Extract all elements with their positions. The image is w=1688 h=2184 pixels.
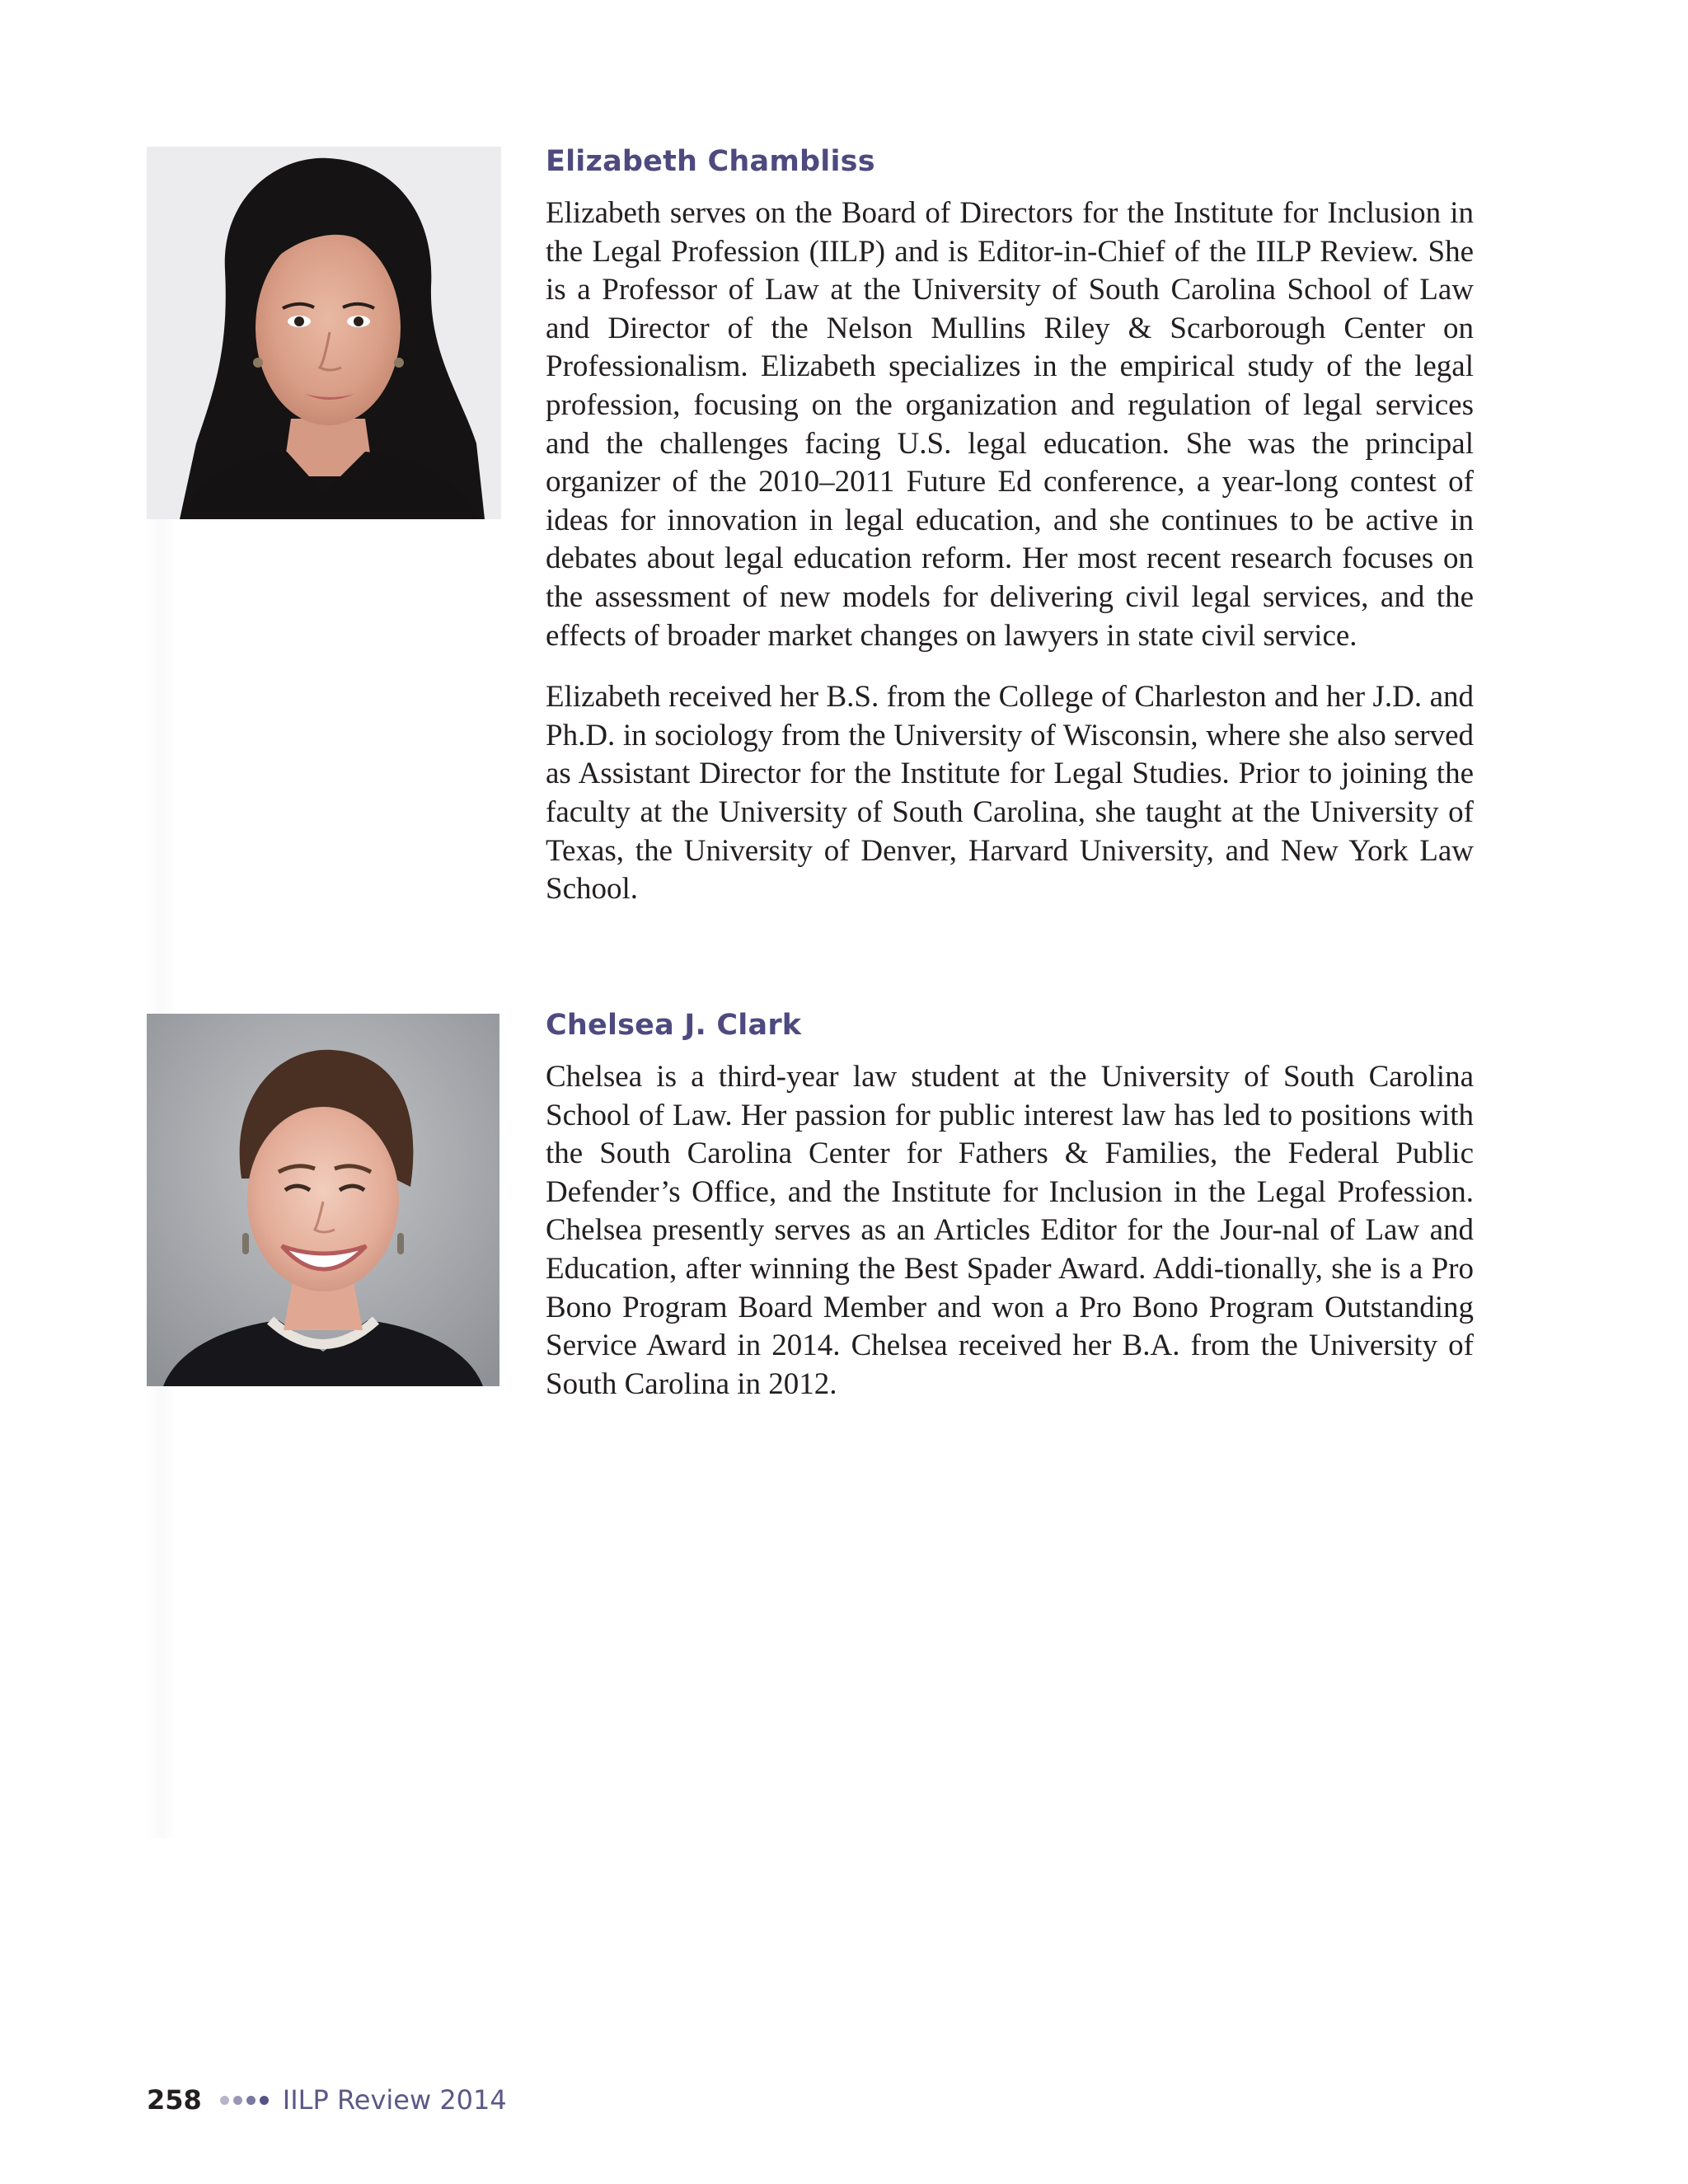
portrait-photo-chelsea-j-clark (147, 1014, 499, 1386)
person-name: Chelsea J. Clark (546, 1009, 802, 1042)
ornament-dot (233, 2096, 242, 2105)
ornament-dot (220, 2096, 229, 2105)
person-name: Elizabeth Chambliss (546, 145, 875, 178)
bio-paragraph: Elizabeth received her B.S. from the College of Charleston and her J.D. and Ph.D. in sociology from the University of Wisconsin, where she also served as Assistant Director for the Institute for Legal Studies. Prior to joining the faculty at the University of South Carolina, she taught at the University of Texas, the University of Denver, Harvard University, and New York Law School. (546, 680, 1474, 907)
footer-dots-ornament (220, 2096, 273, 2105)
page-footer (147, 2075, 507, 2125)
bio-paragraph: Chelsea is a third-year law student at the University of South Carolina School of Law. Her passion for public interest law has led to positions with the South Carolina Center for Fathers & Families, the Federal Public Defender’s Office, and the Institute for Inclusion in the Legal Profession. Chelsea presently serves as an Articles Editor for the Jour-nal of Law and Education, after winning the Best Spader Award. Addi-tionally, she is a Pro Bono Program Board Member and won a Pro Bono Program Outstanding Service Award in 2014. Chelsea received her B.A. from the University of South Carolina in 2012. (546, 1060, 1474, 1401)
page-number: 258 (147, 2084, 202, 2116)
bio-paragraph: Elizabeth serves on the Board of Directors for the Institute for Inclusion in the Legal Profession (IILP) and is Editor-in-Chief of the IILP Review. She is a Professor of Law at the University of South Carolina School of Law and Director of the Nelson Mullins Riley & Scarborough Center on Professionalism. Elizabeth specializes in the empirical study of the legal profession, focusing on the organization and regulation of legal services and the challenges facing U.S. legal education. She was the principal organizer of the 2010–2011 Future Ed conference, a year-long contest of ideas for innovation in legal education, and she continues to be active in debates about legal education reform. Her most recent research focuses on the assessment of new models for delivering civil legal services, and the effects of broader market changes on lawyers in state civil service. (546, 196, 1474, 653)
ornament-dot (246, 2096, 256, 2105)
bio-text (546, 140, 1474, 932)
portrait-photo-elizabeth-chambliss (147, 147, 501, 519)
bio-text (546, 1004, 1474, 1427)
ornament-dot (260, 2096, 269, 2105)
journal-title: IILP Review 2014 (282, 2084, 507, 2116)
